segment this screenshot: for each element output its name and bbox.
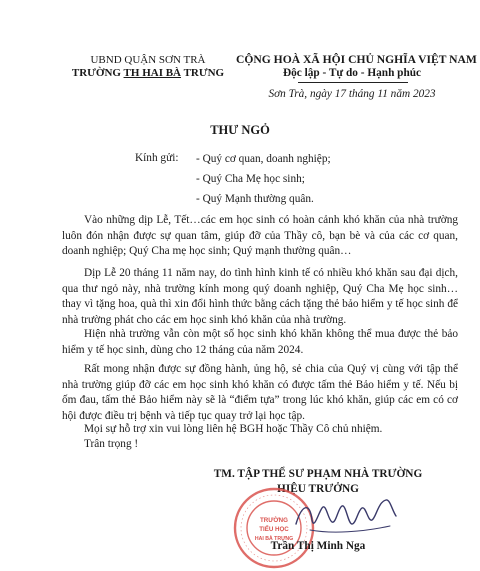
stamp-line-1: TRƯỜNG <box>260 517 288 524</box>
school-name-underlined: TH HAI BÀ <box>123 67 182 79</box>
letter-title: THƯ NGỎ <box>210 123 270 137</box>
stamp-line-2: TIỂU HỌC <box>259 526 289 533</box>
recipient-2: - Quý Cha Mẹ học sinh; <box>196 173 305 185</box>
place-date: Sơn Trà, ngày 17 tháng 11 năm 2023 <box>268 88 436 100</box>
nation-title: CỘNG HOÀ XÃ HỘI CHỦ NGHĨA VIỆT NAM <box>236 53 477 66</box>
paragraph-3: Hiện nhà trường vẫn còn một số học sinh khó khăn không thể mua được thẻ bảo hiểm y tế học sinh, dùng cho 12 tháng của năm 2024. <box>62 328 458 356</box>
on-behalf-line: TM. TẬP THỂ SƯ PHẠM NHÀ TRƯỜNG <box>213 468 423 480</box>
position-title: HIỆU TRƯỞNG <box>277 483 359 495</box>
recipient-1: - Quý cơ quan, doanh nghiệp; <box>196 153 331 165</box>
paragraph-2: Dịp Lễ 20 tháng 11 năm nay, do tình hình kinh tế có nhiều khó khăn sau đại dịch, qua thư ngỏ này, nhà trường kính mong quý doanh nghiệp, Quý Cha Mẹ học sinh… thay vì tặng hoa, quà thì xin đổi hình thức bằng cách tặng thẻ bảo hiểm y tế học sinh để nhà trường phát cho các em học sinh khó khăn của nhà trường. <box>62 267 458 326</box>
nation-motto: Độc lập - Tự do - Hạnh phúc <box>282 67 422 79</box>
signer-name: Trần Thị Minh Nga <box>270 540 366 552</box>
paragraph-1: Vào những dịp Lễ, Tết…các em học sinh có hoàn cảnh khó khăn của nhà trường luôn đón nhận được sự quan tâm, giúp đỡ của Thầy cô, bạn bè và của các cơ quan, doanh nghiệp; Quý Cha mẹ học sinh; Quý mạnh thường quân… <box>62 214 458 258</box>
recipient-3: - Quý Mạnh thường quân. <box>196 193 314 205</box>
paragraph-4: Rất mong nhận được sự đồng hành, ủng hộ, sẻ chia của Quý vị cùng với tập thể nhà trường giúp đỡ các em học sinh khó khăn có được tấm thẻ Bảo hiểm y tế. Nếu bị ốm đau, tấm thẻ Bảo hiểm này sẽ là “điểm tựa” trong lúc khó khăn, giúp các em có cơ hội được điều trị bệnh và tiếp tục quay trở lại học tập. <box>62 363 458 422</box>
school-name-suffix: TRƯNG <box>181 67 225 79</box>
stamp-line-3: HAI BÀ TRƯNG <box>254 536 294 542</box>
org-name: UBND QUẬN SƠN TRÀ <box>90 54 206 66</box>
paragraph-5: Mọi sự hỗ trợ xin vui lòng liên hệ BGH hoặc Thầy Cô chủ nhiệm. <box>84 423 383 435</box>
greeting: Kính gửi: <box>135 152 179 164</box>
closing: Trân trọng ! <box>84 438 139 450</box>
school-name-prefix: TRƯỜNG <box>71 67 124 79</box>
motto-underline <box>298 82 408 83</box>
school-name <box>63 67 233 79</box>
handwritten-signature <box>292 490 402 540</box>
